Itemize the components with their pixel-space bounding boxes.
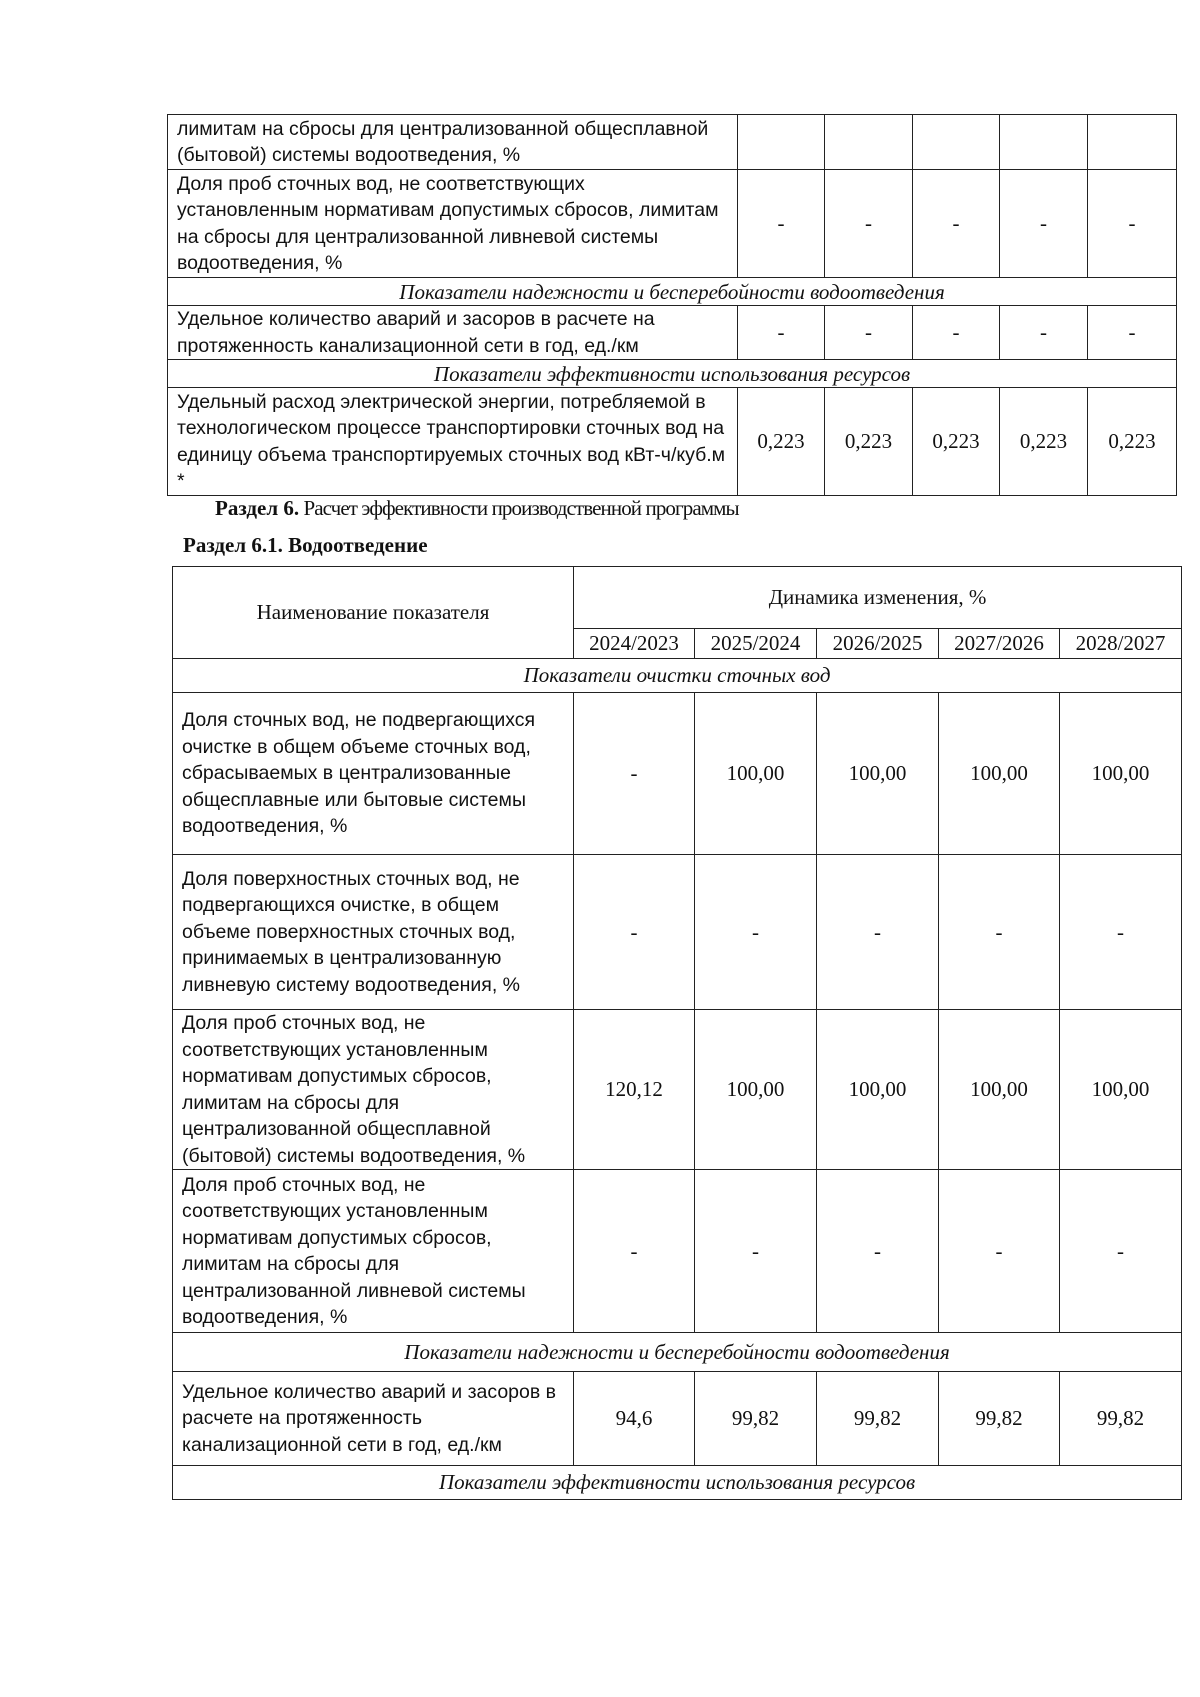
indicator-value [913, 115, 1000, 170]
indicator-value: - [939, 1170, 1060, 1333]
indicator-value [1088, 115, 1177, 170]
indicator-value: - [574, 855, 695, 1010]
section-row [173, 659, 1182, 693]
indicator-value: 99,82 [695, 1372, 817, 1466]
indicator-value: 120,12 [574, 1010, 695, 1170]
indicator-value: 100,00 [817, 693, 939, 855]
indicator-label: Доля проб сточных вод, не соответствующих установленным нормативам допустимых сбросов, лимитам на сбросы для централизованной ливневой системы водоотведения, % [168, 170, 738, 278]
section-title: Показатели надежности и бесперебойности водоотведения [173, 1333, 1182, 1372]
indicator-value: - [574, 1170, 695, 1333]
indicator-value: 99,82 [939, 1372, 1060, 1466]
indicator-value: 0,223 [1088, 388, 1177, 496]
indicator-value: 0,223 [1000, 388, 1088, 496]
header-year: 2028/2027 [1060, 629, 1182, 659]
indicator-label: Удельное количество аварий и засоров в расчете на протяженность канализационной сети в год, ед./км [168, 306, 738, 360]
indicator-value: 100,00 [1060, 1010, 1182, 1170]
indicator-value: 99,82 [817, 1372, 939, 1466]
indicator-value: - [738, 170, 825, 278]
indicator-value: - [1060, 855, 1182, 1010]
table-row [173, 855, 1182, 1010]
indicator-value: - [1088, 306, 1177, 360]
indicator-label: Удельное количество аварий и засоров в расчете на протяженность канализационной сети в год, ед./км [173, 1372, 574, 1466]
table-row [173, 1170, 1182, 1333]
indicator-value: - [1060, 1170, 1182, 1333]
indicator-value: 99,82 [1060, 1372, 1182, 1466]
indicator-label: лимитам на сбросы для централизованной общесплавной (бытовой) системы водоотведения, % [168, 115, 738, 170]
table-row [168, 306, 1177, 360]
indicator-value: - [825, 170, 913, 278]
indicator-value: - [1000, 306, 1088, 360]
indicator-value: 0,223 [825, 388, 913, 496]
table-row [168, 115, 1177, 170]
section-6-1-heading: Раздел 6.1. Водоотведение [183, 533, 428, 557]
indicator-value: 100,00 [817, 1010, 939, 1170]
section-row [173, 1333, 1182, 1372]
table-row [168, 388, 1177, 496]
indicator-label: Доля поверхностных сточных вод, не подвергающихся очистке, в общем объеме поверхностных сточных вод, принимаемых в централизованную ливневую систему водоотведения, % [173, 855, 574, 1010]
section-title: Показатели надежности и бесперебойности водоотведения [168, 278, 1177, 306]
indicator-label: Доля сточных вод, не подвергающихся очистке в общем объеме сточных вод, сбрасываемых в централизованные общесплавные или бытовые системы водоотведения, % [173, 693, 574, 855]
indicator-value [738, 115, 825, 170]
section-title: Показатели очистки сточных вод [173, 659, 1182, 693]
header-indicator-name: Наименование показателя [173, 567, 574, 659]
indicator-value: - [913, 170, 1000, 278]
section-6-number: Раздел 6. [215, 496, 300, 520]
indicator-value: 100,00 [939, 693, 1060, 855]
indicator-value [1000, 115, 1088, 170]
indicator-value: 0,223 [738, 388, 825, 496]
indicator-value: - [1000, 170, 1088, 278]
header-year: 2025/2024 [695, 629, 817, 659]
indicator-value: 94,6 [574, 1372, 695, 1466]
efficiency-table [172, 566, 1182, 1500]
section-6-title: Расчет эффективности производственной программы [299, 496, 739, 520]
indicator-value: - [817, 855, 939, 1010]
table-row [173, 1372, 1182, 1466]
indicator-label: Доля проб сточных вод, не соответствующих установленным нормативам допустимых сбросов, лимитам на сбросы для централизованной общесплавной (бытовой) системы водоотведения, % [173, 1010, 574, 1170]
header-dynamics: Динамика изменения, % [574, 567, 1182, 629]
table-row [173, 1010, 1182, 1170]
section-6-heading [215, 496, 739, 521]
header-row [173, 567, 1182, 629]
header-year: 2026/2025 [817, 629, 939, 659]
indicator-label: Удельный расход электрической энергии, потребляемой в технологическом процессе транспортировки сточных вод на единицу объема транспортируемых сточных вод кВт-ч/куб.м * [168, 388, 738, 496]
header-year: 2027/2026 [939, 629, 1060, 659]
indicator-value: 100,00 [1060, 693, 1182, 855]
section-row [168, 278, 1177, 306]
indicator-value: - [913, 306, 1000, 360]
indicator-value: - [695, 855, 817, 1010]
indicator-value: - [939, 855, 1060, 1010]
section-title: Показатели эффективности использования ресурсов [173, 1466, 1182, 1500]
indicator-label: Доля проб сточных вод, не соответствующих установленным нормативам допустимых сбросов, лимитам на сбросы для централизованной ливневой системы водоотведения, % [173, 1170, 574, 1333]
indicator-value: 0,223 [913, 388, 1000, 496]
section-row [173, 1466, 1182, 1500]
indicator-value: - [1088, 170, 1177, 278]
header-year: 2024/2023 [574, 629, 695, 659]
indicator-value: - [817, 1170, 939, 1333]
indicator-value: - [825, 306, 913, 360]
indicator-value: 100,00 [695, 693, 817, 855]
section-row [168, 360, 1177, 388]
indicator-value [825, 115, 913, 170]
indicators-table-continued [167, 114, 1177, 496]
indicator-value: 100,00 [939, 1010, 1060, 1170]
section-title: Показатели эффективности использования ресурсов [168, 360, 1177, 388]
indicator-value: 100,00 [695, 1010, 817, 1170]
indicator-value: - [738, 306, 825, 360]
table-row [168, 170, 1177, 278]
indicator-value: - [695, 1170, 817, 1333]
indicator-value: - [574, 693, 695, 855]
table-row [173, 693, 1182, 855]
